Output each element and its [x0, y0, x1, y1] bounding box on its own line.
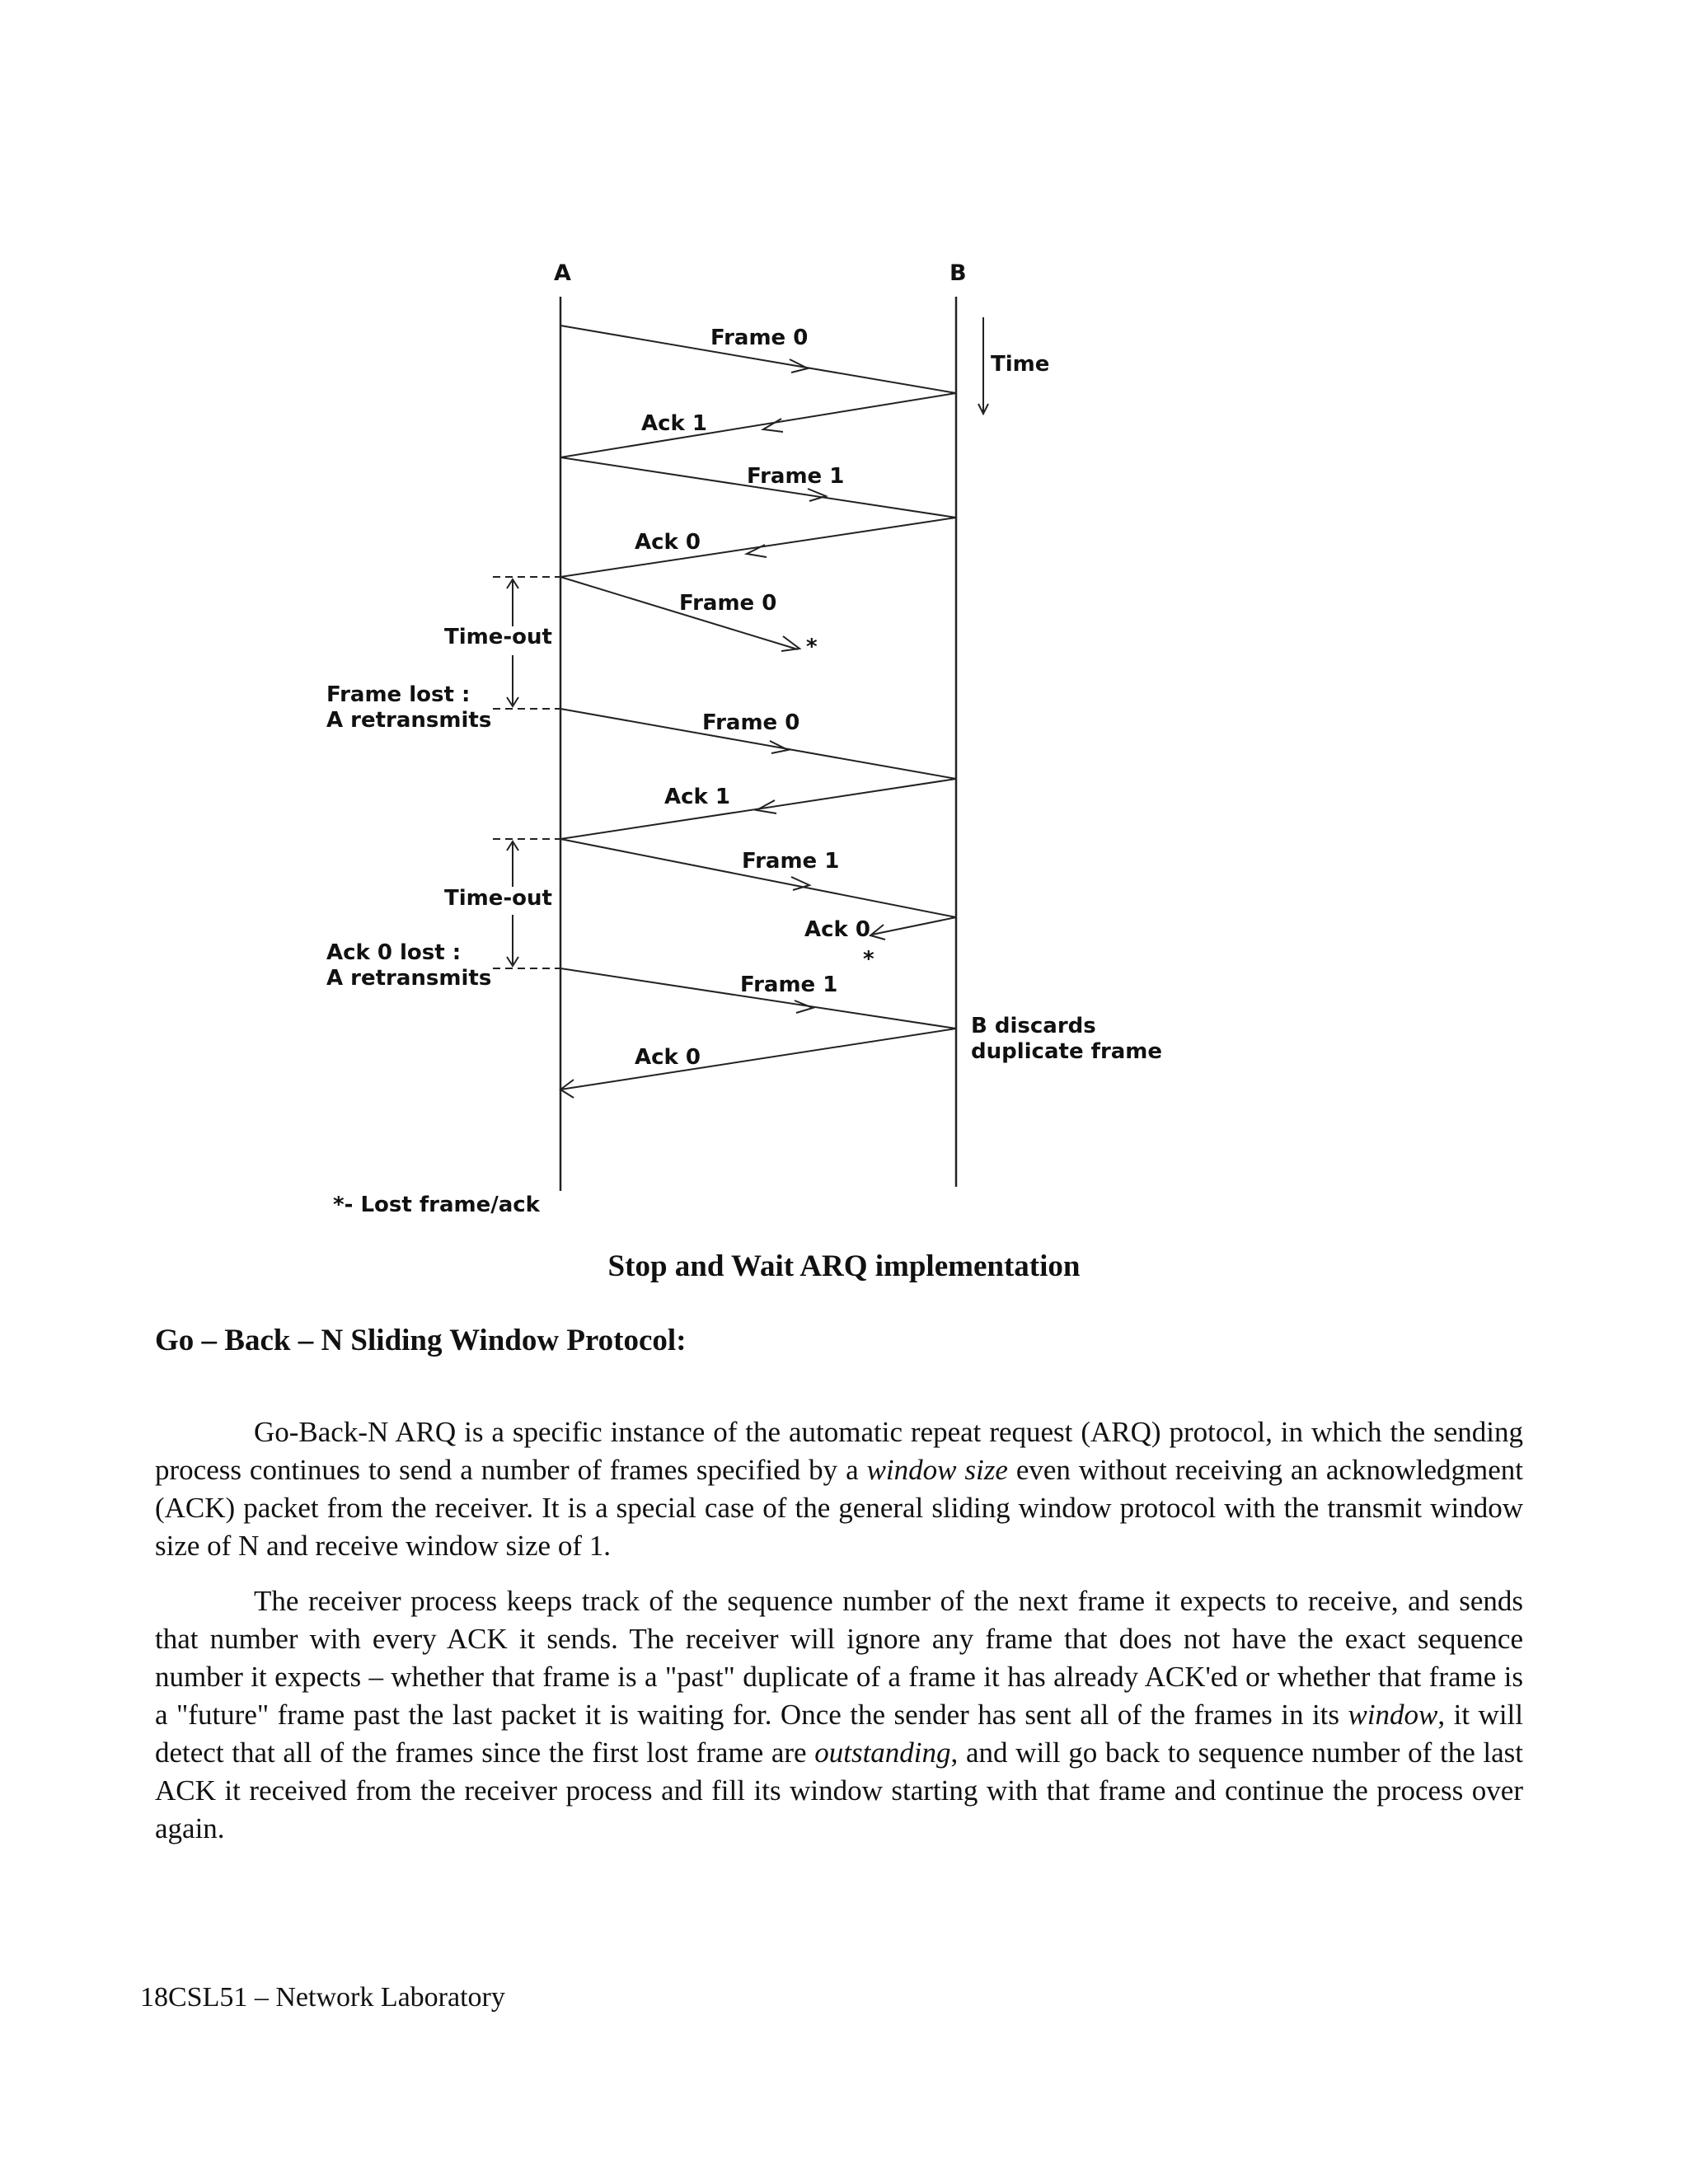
arrowhead [781, 636, 799, 651]
arrowhead [763, 419, 783, 432]
frame0-lost-label: Frame 0 [679, 591, 777, 616]
para2-emphasis-window: window [1348, 1699, 1438, 1731]
para2-text1: The receiver process keeps track of the sequence number of the next frame it expects to receive, and sends that number with every ACK it sends. The receiver will ignore any frame that does not have the exact sequence number it expects – whether that frame is a "past" duplicate of a frame it has already ACK'ed or whether that frame is a "future" frame past the last packet it is waiting for. Once the sender has sent all of the frames in its [155, 1585, 1523, 1731]
timeout2-label: Time-out [444, 886, 552, 911]
para2-text3: , and will go back to sequence number of the last ACK it received from the receiver process and fill its window starting with that frame and continue the process over again. [155, 1736, 1524, 1844]
ack0-first-label: Ack 0 [635, 530, 701, 555]
frame1-second-label: Frame 1 [742, 849, 840, 874]
para2-text2: , it will detect that all of the frames since the first lost frame are [155, 1699, 1523, 1769]
ack1-second-label: Ack 1 [664, 785, 730, 809]
node-b-label: B [950, 260, 967, 286]
para1-text2: even without receiving an acknowledgment (ACK) packet from the receiver. It is a special case of the general sliding window protocol with the transmit window size of N and receive window size of 1. [155, 1454, 1523, 1562]
section-heading: Go – Back – N Sliding Window Protocol: [155, 1324, 687, 1357]
frame-lost-note-line2: A retransmits [326, 708, 492, 733]
arrowhead [795, 1001, 813, 1013]
ack0-lost-label: Ack 0 [804, 917, 870, 942]
ack0-final-arrow [560, 1029, 956, 1090]
para1-text1: Go-Back-N ARQ is a specific instance of the automatic repeat request (ARQ) protocol, in which the sending process continues to send a number of frames specified by a [155, 1416, 1523, 1486]
frame1-retransmit-label: Frame 1 [740, 972, 838, 997]
para1-emphasis-window-size: window size [866, 1454, 1008, 1486]
frame0-retransmit-label: Frame 0 [702, 710, 800, 735]
b-discards-note-line1: B discards [971, 1014, 1096, 1038]
ack0-final-label: Ack 0 [635, 1045, 701, 1070]
ack1-first-label: Ack 1 [641, 411, 707, 436]
ack0-lost-arrow [872, 917, 956, 935]
ack-lost-marker: * [863, 947, 874, 972]
b-discards-note-line2: duplicate frame [971, 1039, 1163, 1064]
paragraph-go-back-n-intro [155, 1413, 1523, 1565]
frame0-first-label: Frame 0 [710, 326, 809, 350]
frame-lost-note-line1: Frame lost : [326, 682, 471, 707]
diagram-legend: *- Lost frame/ack [333, 1193, 540, 1217]
ack-lost-note-line2: A retransmits [326, 966, 492, 991]
timeout1-label: Time-out [444, 625, 552, 649]
ack-lost-note-line1: Ack 0 lost : [326, 940, 462, 965]
ack1-first-arrow [560, 393, 956, 457]
time-label: Time [991, 352, 1050, 377]
frame-lost-marker: * [806, 635, 818, 659]
frame1-first-label: Frame 1 [747, 464, 845, 489]
page-footer: 18CSL51 – Network Laboratory [140, 1982, 505, 2013]
paragraph-receiver-process [155, 1582, 1523, 1848]
node-a-label: A [554, 260, 571, 286]
para2-emphasis-outstanding: outstanding [814, 1736, 951, 1769]
figure-caption: Stop and Wait ARQ implementation [607, 1249, 1081, 1283]
